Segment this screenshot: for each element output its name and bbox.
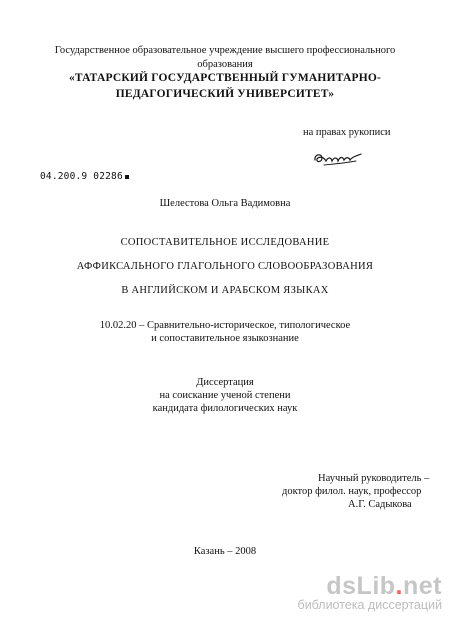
dissertation-line-1: Диссертация (196, 377, 254, 388)
registration-code (40, 171, 129, 182)
supervisor-line-1: Научный руководитель – (318, 473, 430, 484)
author-name: Шелестова Ольга Вадимовна (159, 198, 291, 209)
watermark-logo (298, 574, 442, 598)
specialty-line-2: и сопоставительное языкознание (151, 333, 299, 344)
registration-code-text: 04.200.9 02286 (40, 171, 123, 182)
university-line-1: «ТАТАРСКИЙ ГОСУДАРСТВЕННЫЙ ГУМАНИТАРНО- (68, 72, 382, 84)
watermark-logo-dot: . (395, 572, 403, 600)
university-line-2: ПЕДАГОГИЧЕСКИЙ УНИВЕРСИТЕТ» (115, 88, 335, 100)
watermark-logo-part2: net (403, 572, 442, 600)
rights-note: на правах рукописи (303, 127, 391, 138)
handwritten-signature (312, 148, 364, 173)
specialty-line-1: 10.02.20 – Сравнительно-историческое, типологическое (99, 320, 351, 331)
dissertation-line-3: кандидата филологических наук (152, 403, 298, 414)
code-marker (125, 175, 129, 179)
supervisor-line-3: А.Г. Садыкова (348, 499, 412, 510)
title-line-2: АФФИКСАЛЬНОГО ГЛАГОЛЬНОГО СЛОВООБРАЗОВАНИЯ (76, 261, 374, 272)
institution-line-1: Государственное образовательное учреждение высшего профессионального (54, 45, 396, 56)
institution-line-2: образования (197, 59, 253, 70)
watermark-subtitle: библиотека диссертаций (297, 598, 442, 612)
title-line-1: СОПОСТАВИТЕЛЬНОЕ ИССЛЕДОВАНИЕ (120, 237, 330, 248)
dissertation-line-2: на соискание ученой степени (159, 390, 291, 401)
title-line-3: В АНГЛИЙСКОМ И АРАБСКОМ ЯЗЫКАХ (121, 285, 329, 296)
place-year: Казань – 2008 (193, 546, 257, 557)
dslib-watermark (298, 574, 442, 612)
supervisor-line-2: доктор филол. наук, профессор (282, 486, 422, 497)
watermark-logo-part1: dsLib (326, 572, 396, 600)
